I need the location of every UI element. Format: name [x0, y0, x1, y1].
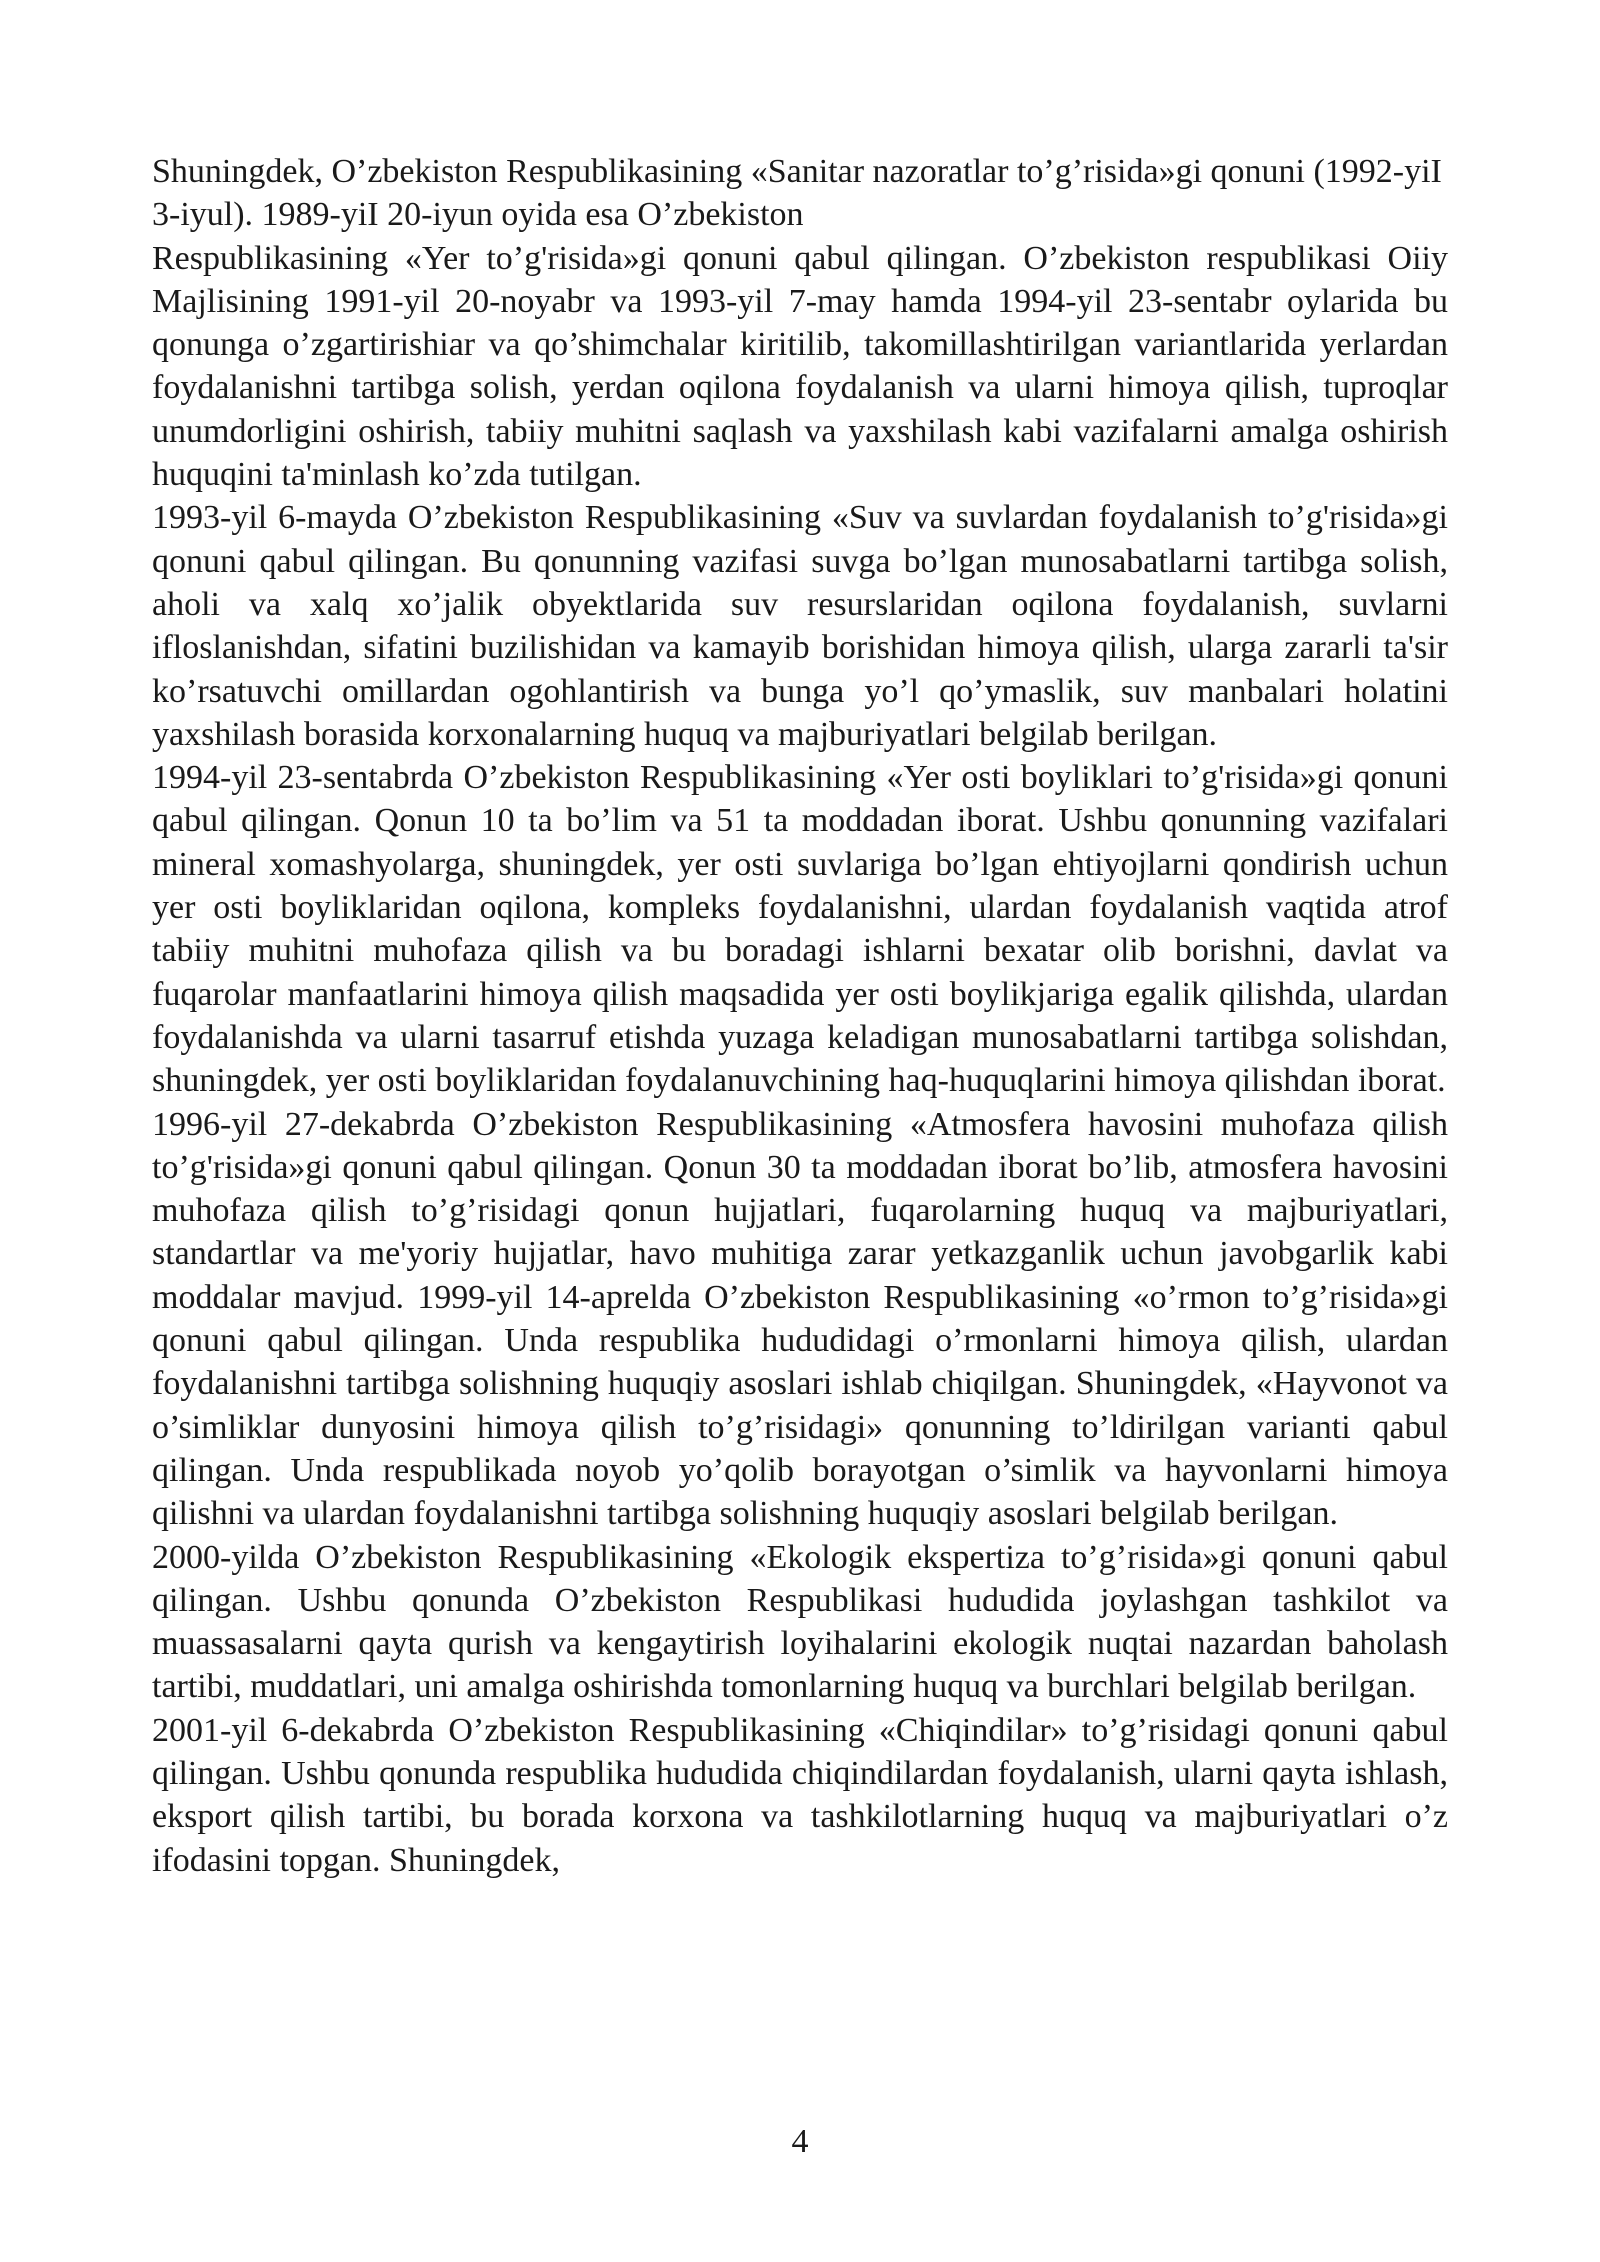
- paragraph-1-text: Respublikasining «Yer to’g'risida»gi qonuni qabul qilingan. O’zbekiston respublikasi Oiiy Majlisining 1991-yil 20-noyabr va 1993-yil 7-may hamda 1994-yil 23-sentabr oylarida bu qonunga o’zgartirishiar va qo’shimchalar kiritilib, takomillashtirilgan variantlarida yerlardan foydalanishni tartibga solish, yerdan oqilona foydalanish va ularni himoya qilish, tuproqlar unumdorligini oshirish, tabiiy muhitni saqlash va yaxshilash kabi vazifalarni amalga oshirish huquqini ta'minlash ko’zda tutilgan.: [152, 239, 1448, 494]
- paragraph-6: 2001-yil 6-dekabrda O’zbekiston Respublikasining «Chiqindilar» to’g’risidagi qonuni qabul qilingan. Ushbu qonunda respublika hududida chiqindilardan foydalanish, ularni qayta ishlash, eksport qilish tartibi, bu borada korxona va tashkilotlarning huquq va majburiyatlari o’z ifodasini topgan. Shuningdek,: [152, 1711, 1448, 1879]
- paragraph-3: 1994-yil 23-sentabrda O’zbekiston Respublikasining «Yer osti boyliklari to’g'risida»gi qonuni qabul qilingan. Qonun 10 ta bo’lim va 51 ta moddadan iborat. Ushbu qonunning vazifalari mineral xomashyolarga, shuningdek, yer osti suvlariga bo’lgan ehtiyojlarni qondirish uchun yer osti boyliklaridan oqilona, kompleks foydalanishni, ulardan foydalanish vaqtida atrof tabiiy muhitni muhofaza qilish va bu boradagi ishlarni bexatar olib borishni, davlat va fuqarolar manfaatlarini himoya qilish maqsadida yer osti boylikjariga egalik qilishda, ulardan foydalanishda va ularni tasarruf etishda yuzaga keladigan munosabatlarni tartibga solishdan, shuningdek, yer osti boyliklaridan foydalanuvchining haq-huquqlarini himoya qilishdan iborat.: [152, 759, 1448, 1100]
- page-number: 4: [791, 2123, 809, 2160]
- paragraph-2: 1993-yil 6-mayda O’zbekiston Respublikasining «Suv va suvlardan foydalanish to’g'risida»gi qonuni qabul qilingan. Bu qonunning vazifasi suvga bo’lgan munosabatlarni tartibga solish, aholi va xalq xo’jalik obyektlarida suv resurslaridan oqilona foydalanish, suvlarni ifloslanishdan, sifatini buzilishidan va kamayib borishidan himoya qilish, ularga zararli ta'sir ko’rsatuvchi omillardan ogohlantirish va bunga yo’l qo’ymaslik, suv manbalari holatini yaxshilash borasida korxonalarning huquq va majburiyatlari belgilab berilgan.: [152, 499, 1448, 753]
- paragraph-1: [152, 150, 1448, 496]
- paragraph-5: 2000-yilda O’zbekiston Respublikasining «Ekologik ekspertiza to’g’risida»gi qonuni qabul qilingan. Ushbu qonunda O’zbekiston Respublikasi hududida joylashgan tashkilot va muassasalarni qayta qurish va kengaytirish loyihalarini ekologik nuqtai nazardan baholash tartibi, muddatlari, uni amalga oshirishda tomonlarning huquq va burchlari belgilab berilgan.: [152, 1538, 1448, 1706]
- paragraph-4: 1996-yil 27-dekabrda O’zbekiston Respublikasining «Atmosfera havosini muhofaza qilish to’g'risida»gi qonuni qabul qilingan. Qonun 30 ta moddadan iborat bo’lib, atmosfera havosini muhofaza qilish to’g’risidagi qonun hujjatlari, fuqarolarning huquq va majburiyatlari, standartlar va me'yoriy hujjatlar, havo muhitiga zarar yetkazganlik uchun javobgarlik kabi moddalar mavjud. 1999-yil 14-aprelda O’zbekiston Respublikasining «o’rmon to’g’risida»gi qonuni qabul qilingan. Unda respublika hududidagi o’rmonlarni himoya qilish, ulardan foydalanishni tartibga solishning huquqiy asoslari ishlab chiqilgan. Shuningdek, «Hayvonot va o’simliklar dunyosini himoya qilish to’g’risidagi» qonunning to’ldirilgan varianti qabul qilingan. Unda respublikada noyob yo’qolib borayotgan o’simlik va hayvonlarni himoya qilishni va ulardan foydalanishni tartibga solishning huquqiy asoslari belgilab berilgan.: [152, 1105, 1448, 1533]
- document-page: [152, 150, 1448, 1882]
- paragraph-1-first-line: Shuningdek, O’zbekiston Respublikasining «Sanitar nazoratlar to’g’risida»gi qonuni (1992-yiI 3-iyul). 1989-yiI 20-iyun oyida esa O’zbekiston: [152, 153, 1442, 234]
